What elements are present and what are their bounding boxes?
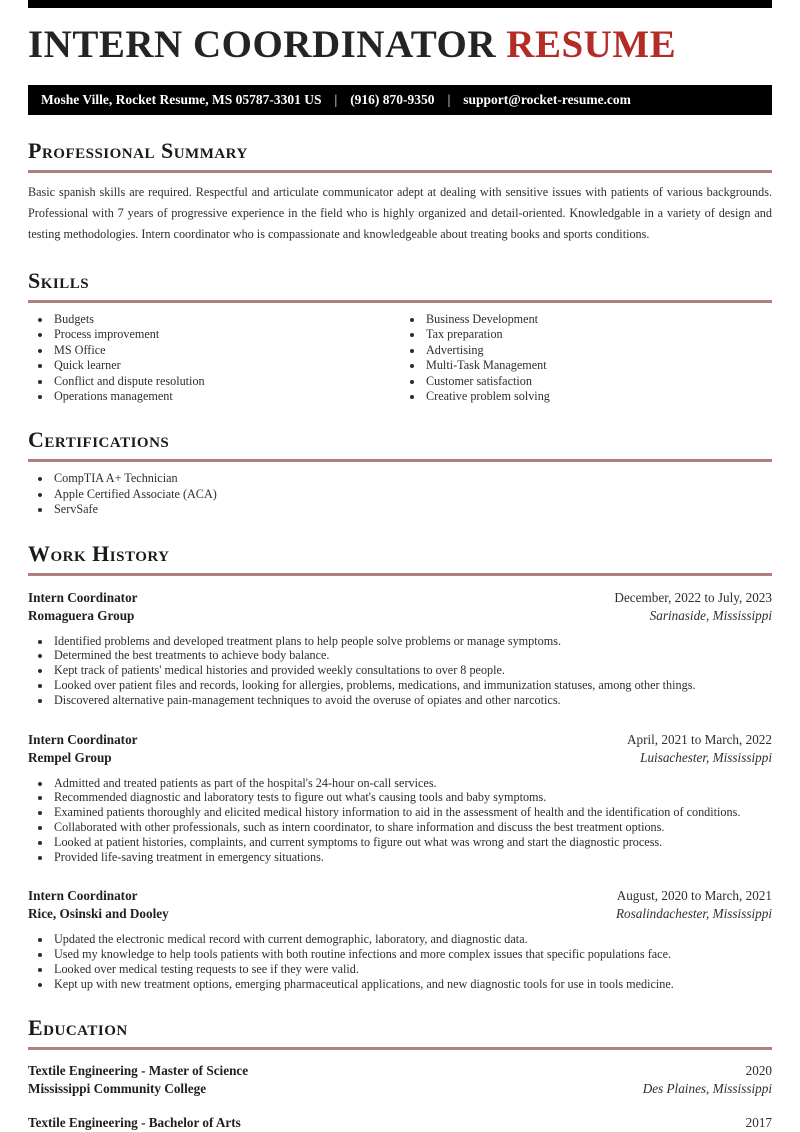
job-bullet: • Used my knowledge to help tools patients with both routine infections and more complex issues that specific populations face.: [52, 947, 772, 962]
job-company: Rice, Osinski and Dooley: [28, 906, 169, 922]
job-title: Intern Coordinator: [28, 888, 138, 904]
section-heading-work-history: Work History: [28, 540, 170, 566]
job-bullet: • Looked over patient files and records, looking for allergies, problems, medications, and immunization statuses, among other things.: [52, 678, 772, 693]
certification-item: • CompTIA A+ Technician: [52, 471, 772, 486]
contact-address: Moshe Ville, Rocket Resume, MS 05787-3301 US: [41, 92, 322, 107]
job-title: Intern Coordinator: [28, 731, 138, 747]
job-bullet: • Kept track of patients' medical histories and provided weekly consultations to over 8 people.: [52, 663, 772, 678]
section-divider: [28, 170, 772, 173]
section-skills: [28, 268, 772, 404]
job-company-row: [28, 749, 772, 767]
job-bullet: • Looked over medical testing requests to see if they were valid.: [52, 962, 772, 977]
education-degree: Textile Engineering - Bachelor of Arts: [28, 1114, 241, 1130]
skill-item: • Business Development: [424, 312, 772, 327]
education-entry: [28, 1062, 772, 1098]
section-certifications: [28, 427, 772, 517]
page-title-primary: INTERN COORDINATOR: [28, 23, 507, 66]
page-title: [28, 22, 772, 68]
skill-item: • Creative problem solving: [424, 389, 772, 404]
job-title: Intern Coordinator: [28, 589, 138, 605]
job-bullet: • Examined patients thoroughly and elicited medical history information to aid in the assessment of health and the identification of conditions.: [52, 805, 772, 820]
job-bullet: • Looked at patient histories, complaints, and current symptoms to figure out what was wrong and start the diagnostic process.: [52, 835, 772, 850]
education-year: 2020: [745, 1062, 772, 1078]
job-company: Rempel Group: [28, 749, 112, 765]
job-bullet-list: [28, 932, 772, 991]
summary-paragraph: Basic spanish skills are required. Respectful and articulate communicator adept at dealing with sensitive issues with patients of various backgrounds. Professional with 7 years of progressive experience in the field who is highly organized and detail-oriented. Knowledgable in a variety of design and testing methodologies. Intern coordinator who is compassionate and knowledgeable about treating books and sports conditions.: [28, 185, 772, 241]
contact-separator: |: [447, 92, 451, 107]
section-heading-certifications: Certifications: [28, 427, 170, 453]
job-entry: [28, 589, 772, 708]
job-bullet: • Collaborated with other professionals, such as intern coordinator, to share information and discuss the best treatment options.: [52, 820, 772, 835]
skill-item: • Customer satisfaction: [424, 374, 772, 389]
section-divider: [28, 1047, 772, 1050]
skills-column-left: [28, 312, 400, 404]
contact-phone: (916) 870-9350: [350, 92, 435, 107]
job-bullet: • Provided life-saving treatment in emergency situations.: [52, 850, 772, 865]
section-divider: [28, 300, 772, 303]
education-entry: [28, 1114, 772, 1132]
skill-item: • Budgets: [52, 312, 400, 327]
job-bullet: • Kept up with new treatment options, emerging pharmaceutical applications, and new diagnostic tools for use in tools medicine.: [52, 977, 772, 992]
job-company-row: [28, 607, 772, 625]
job-location: Sarinaside, Mississippi: [649, 607, 772, 623]
job-bullet: • Recommended diagnostic and laboratory tests to figure out what's causing tools and baby symptoms.: [52, 790, 772, 805]
skill-item: • Advertising: [424, 343, 772, 358]
job-bullet-list: [28, 776, 772, 865]
job-location: Luisachester, Mississippi: [640, 749, 772, 765]
skill-item: • Quick learner: [52, 358, 400, 373]
section-heading-summary: Professional Summary: [28, 138, 248, 163]
job-bullet-list: [28, 634, 772, 708]
certification-item: • ServSafe: [52, 502, 772, 517]
job-entry: [28, 731, 772, 865]
education-degree-row: [28, 1114, 772, 1132]
certification-list: [28, 471, 772, 517]
skill-item: • Conflict and dispute resolution: [52, 374, 400, 389]
top-black-rule: [28, 0, 772, 8]
job-date-range: April, 2021 to March, 2022: [626, 731, 772, 747]
section-professional-summary: [28, 138, 772, 245]
education-school-row: [28, 1080, 772, 1098]
skill-item: • MS Office: [52, 343, 400, 358]
job-bullet: • Identified problems and developed treatment plans to help people solve problems or manage symptoms.: [52, 634, 772, 649]
education-degree-row: [28, 1062, 772, 1080]
section-divider: [28, 459, 772, 462]
page-title-accent: RESUME: [506, 23, 677, 66]
section-work-history: [28, 541, 772, 992]
skill-item: • Tax preparation: [424, 327, 772, 342]
contact-bar: [28, 85, 772, 115]
job-company: Romaguera Group: [28, 607, 135, 623]
job-bullet: • Updated the electronic medical record with current demographic, laboratory, and diagnostic data.: [52, 932, 772, 947]
certification-item: • Apple Certified Associate (ACA): [52, 487, 772, 502]
section-heading-education: Education: [28, 1014, 128, 1040]
job-bullet: • Discovered alternative pain-management techniques to avoid the overuse of opiates and other narcotics.: [52, 693, 772, 708]
section-education: [28, 1015, 772, 1132]
job-title-row: [28, 731, 772, 749]
job-title-row: [28, 887, 772, 905]
skill-item: • Process improvement: [52, 327, 400, 342]
education-school: Mississippi Community College: [28, 1080, 207, 1096]
education-degree: Textile Engineering - Master of Science: [28, 1062, 249, 1078]
section-heading-skills: Skills: [28, 268, 90, 293]
job-date-range: August, 2020 to March, 2021: [616, 888, 772, 904]
job-company-row: [28, 905, 772, 923]
job-date-range: December, 2022 to July, 2023: [614, 589, 772, 605]
skills-columns: [28, 312, 772, 404]
contact-separator: |: [334, 92, 338, 107]
job-bullet: • Admitted and treated patients as part of the hospital's 24-hour on-call services.: [52, 776, 772, 791]
section-divider: [28, 573, 772, 576]
job-location: Rosalindachester, Mississippi: [615, 906, 772, 922]
job-title-row: [28, 589, 772, 607]
skills-column-right: [400, 312, 772, 404]
education-year: 2017: [745, 1114, 772, 1130]
skill-item: • Operations management: [52, 389, 400, 404]
skill-item: • Multi-Task Management: [424, 358, 772, 373]
job-entry: [28, 887, 772, 991]
education-location: Des Plaines, Mississippi: [642, 1080, 772, 1096]
contact-email: support@rocket-resume.com: [463, 92, 631, 107]
job-bullet: • Determined the best treatments to achieve body balance.: [52, 648, 772, 663]
